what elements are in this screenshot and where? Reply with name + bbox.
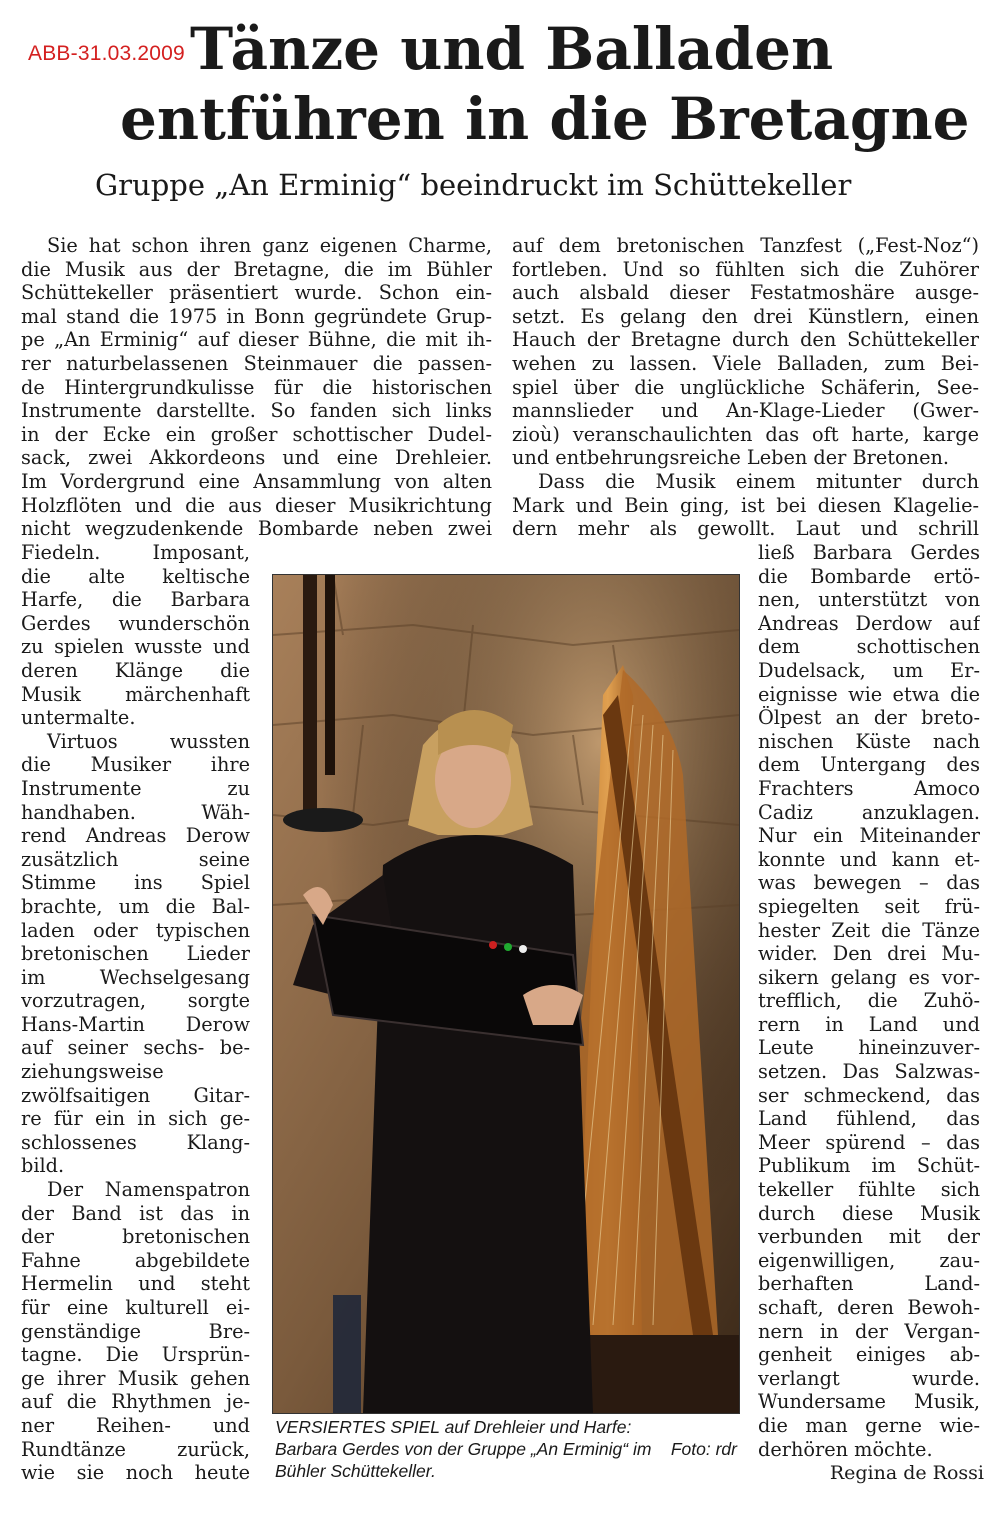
archive-stamp: ABB-31.03.2009: [28, 42, 185, 65]
article-line: brachte, um die Bal-: [21, 894, 250, 918]
article-line: pe „An Erminig“ auf dieser Bühne, die mit ih-: [21, 328, 492, 352]
article-line: Nur ein Miteinander: [758, 824, 980, 848]
article-line: nicht wegzudenkende Bombarde neben zwei: [21, 517, 492, 541]
article-line: Instrumente zu: [21, 776, 250, 800]
article-line: tagne. Die Ursprün-: [21, 1343, 250, 1367]
article-line: Hauch der Bretagne durch den Schüttekeller: [512, 328, 979, 352]
article-line: der Band ist das in: [21, 1201, 250, 1225]
article-line: laden oder typischen: [21, 918, 250, 942]
article-line: Harfe, die Barbara: [21, 588, 250, 612]
article-line: trefflich, die Zuhö-: [758, 989, 980, 1013]
article-line: die alte keltische: [21, 564, 250, 588]
article-line: Land fühlend, das: [758, 1107, 980, 1131]
article-line: zusätzlich seine: [21, 847, 250, 871]
article-line: dem Untergang des: [758, 753, 980, 777]
article-line: wider. Den drei Mu-: [758, 942, 980, 966]
article-line: deren Klänge die: [21, 658, 250, 682]
article-line: Instrumente darstellte. So fanden sich links: [21, 399, 492, 423]
subheadline: Gruppe „An Erminig“ beeindruckt im Schüttekeller: [95, 168, 852, 202]
article-line: ner Reihen- und: [21, 1413, 250, 1437]
article-line: tekeller fühlte sich: [758, 1178, 980, 1202]
article-line: zwölfsaitigen Gitar-: [21, 1083, 250, 1107]
article-line: Schüttekeller präsentiert wurde. Schon ein-: [21, 281, 492, 305]
article-line: Ölpest an der breto-: [758, 706, 980, 730]
article-line: setzen. Das Salzwas-: [758, 1060, 980, 1084]
article-line: genheit einiges ab-: [758, 1343, 980, 1367]
article-line: rend Andreas Derow: [21, 824, 250, 848]
article-line: in der Ecke ein großer schottischer Dudel-: [21, 422, 492, 446]
article-line: Virtuos wussten: [47, 729, 250, 753]
article-line: Im Vordergrund eine Ansammlung von alten: [21, 469, 492, 493]
article-line: auf die Rhythmen je-: [21, 1390, 250, 1414]
article-line: Frachters Amoco: [758, 776, 980, 800]
article-line: dern mehr als gewollt. Laut und schrill: [512, 517, 979, 541]
article-line: Sie hat schon ihren ganz eigenen Charme,: [47, 234, 492, 257]
author-byline: Regina de Rossi: [829, 1462, 984, 1484]
article-line: Leute hineinzuver-: [758, 1036, 980, 1060]
article-line: die man gerne wie-: [758, 1413, 980, 1437]
article-line: berhaften Land-: [758, 1272, 980, 1296]
article-line: nen, unterstützt von: [758, 588, 980, 612]
article-line: handhaben. Wäh-: [21, 800, 250, 824]
article-line: Mark und Bein ging, ist bei diesen Klagelie-: [512, 493, 979, 517]
article-line: Wundersame Musik,: [758, 1390, 980, 1414]
column-1-top: [21, 234, 492, 541]
photo-caption: [275, 1416, 737, 1482]
article-line: konnte und kann et-: [758, 847, 980, 871]
article-line: rer naturbelassenen Steinmauer die passen-: [21, 351, 492, 375]
article-line: Holzflöten und die aus dieser Musikrichtung: [21, 493, 492, 517]
article-line: ließ Barbara Gerdes: [758, 541, 980, 564]
article-line: Publikum im Schüt-: [758, 1154, 980, 1178]
article-line: Cadiz anzuklagen.: [758, 800, 980, 824]
article-line: die Musiker ihre: [21, 753, 250, 777]
article-line: und entbehrungsreiche Leben der Bretonen.: [512, 446, 950, 470]
article-line: Andreas Derdow auf: [758, 611, 980, 635]
article-line: was bewegen – das: [758, 871, 980, 895]
caption-line-2: Barbara Gerdes von der Gruppe „An Erminig“ im: [275, 1439, 652, 1459]
article-line: Gerdes wunderschön: [21, 611, 250, 635]
article-line: sikern gelang es vor-: [758, 965, 980, 989]
article-line: rern in Land und: [758, 1012, 980, 1036]
article-line: nischen Küste nach: [758, 729, 980, 753]
article-line: die Musik aus der Bretagne, die im Bühler: [21, 257, 492, 281]
article-line: Stimme ins Spiel: [21, 871, 250, 895]
article-line: eigenwilligen, zau-: [758, 1248, 980, 1272]
article-line: zu spielen wusste und: [21, 635, 250, 659]
article-line: Dass die Musik einem mitunter durch: [538, 469, 979, 493]
article-line: für eine kulturell ei-: [21, 1296, 250, 1319]
article-line: dem schottischen: [758, 635, 980, 659]
column-2-narrow: [758, 541, 980, 1461]
article-line: fortleben. Und so fühlten sich die Zuhörer: [512, 257, 979, 281]
article-line: ge ihrer Musik gehen: [21, 1366, 250, 1390]
column-2-top: [512, 234, 979, 541]
photo-credit: Foto: rdr: [670, 1439, 737, 1459]
article-line: auf dem bretonischen Tanzfest („Fest-Noz“): [512, 234, 979, 257]
article-line: de Hintergrundkulisse für die historischen: [21, 375, 492, 399]
article-line: eignisse wie etwa die: [758, 682, 980, 706]
article-line: der bretonischen: [21, 1225, 250, 1249]
article-line: Rundtänze zurück,: [21, 1437, 250, 1461]
article-line: schlossenes Klang-: [21, 1130, 250, 1154]
article-line: die Bombarde ertö-: [758, 564, 980, 588]
article-line: mal stand die 1975 in Bonn gegründete Grup-: [21, 304, 492, 328]
article-line: bretonischen Lieder: [21, 942, 250, 966]
article-line: schaft, deren Bewoh-: [758, 1296, 980, 1319]
caption-line-1: VERSIERTES SPIEL auf Drehleier und Harfe:: [275, 1417, 632, 1437]
article-line: Musik märchenhaft: [21, 682, 250, 706]
article-line: derhören möchte.: [758, 1437, 933, 1461]
article-line: im Wechselgesang: [21, 965, 250, 989]
article-line: hester Zeit die Tänze: [758, 918, 980, 942]
article-line: vorzutragen, sorgte: [21, 989, 250, 1013]
headline: [0, 14, 1000, 154]
article-line: Fahne abgebildete: [21, 1248, 250, 1272]
article-line: ser schmeckend, das: [758, 1083, 980, 1107]
article-line: durch diese Musik: [758, 1201, 980, 1225]
article-line: Meer spürend – das: [758, 1130, 980, 1154]
concert-photo: [272, 574, 740, 1414]
headline-line-2: entführen in die Bretagne: [120, 85, 970, 153]
caption-line-3: Bühler Schüttekeller.: [275, 1461, 436, 1481]
article-line: zioù) veranschaulichten das oft harte, karge: [512, 422, 979, 446]
article-line: untermalte.: [21, 706, 136, 730]
column-1-narrow: [21, 541, 250, 1485]
article-line: auf seiner sechs- be-: [21, 1036, 250, 1060]
article-line: ziehungsweise: [21, 1060, 164, 1084]
article-line: verbunden mit der: [758, 1225, 980, 1249]
article-line: sack, zwei Akkordeons und eine Drehleier.: [21, 446, 492, 470]
photo-illustration: [273, 575, 739, 1413]
article-line: wie sie noch heute: [21, 1461, 250, 1485]
article-line: genständige Bre-: [21, 1319, 250, 1343]
article-line: mannslieder und An-Klage-Lieder (Gwer-: [512, 399, 979, 423]
article-line: Hermelin und steht: [21, 1272, 250, 1296]
article-line: bild.: [21, 1154, 65, 1178]
article-line: auch alsbald dieser Festatmoshäre ausge-: [512, 281, 979, 305]
article-line: setzt. Es gelang den drei Künstlern, einen: [512, 304, 979, 328]
article-line: spiegelten seit frü-: [758, 894, 980, 918]
headline-line-1: Tänze und Balladen: [190, 15, 834, 83]
article-line: wehen zu lassen. Viele Balladen, zum Bei-: [512, 351, 979, 375]
article-line: Hans-Martin Derow: [21, 1012, 250, 1036]
article-line: spiel über die unglückliche Schäferin, See-: [512, 375, 979, 399]
article-line: re für ein in sich ge-: [21, 1107, 250, 1131]
article-line: Fiedeln. Imposant,: [21, 541, 250, 564]
article-line: nern in der Vergan-: [758, 1319, 980, 1343]
article-line: Dudelsack, um Er-: [758, 658, 980, 682]
article-line: Der Namenspatron: [47, 1178, 250, 1202]
article-line: verlangt wurde.: [758, 1366, 980, 1390]
